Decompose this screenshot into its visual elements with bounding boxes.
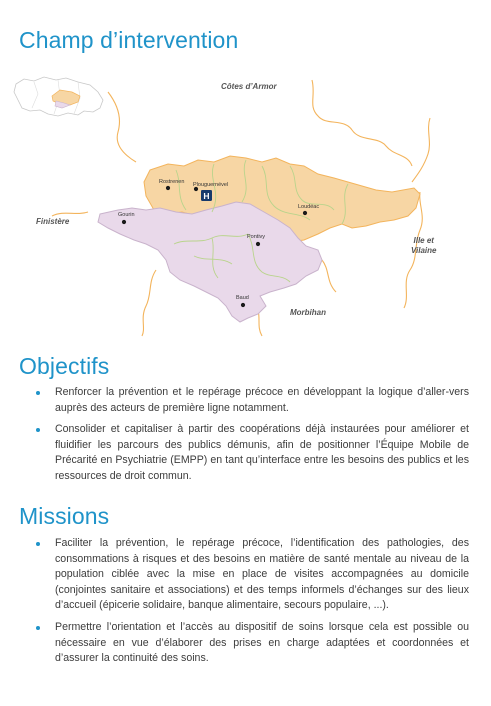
town-label-loudeac: Loudéac	[298, 204, 320, 210]
missions-title: Missions	[19, 503, 110, 529]
town-label-pontivy: Pontivy	[247, 234, 266, 240]
intervention-map	[0, 70, 491, 340]
objectifs-item-text: Consolider et capitaliser à partir des coopérations déjà instaurées pour améliorer et fluidifier les parcours des publics démunis, afin de positionner l’Équipe Mobile de Précarité en Psychiatrie (EMPP) en tant qu’interface entre les besoins des publics et les ressources de droit commun.	[55, 423, 469, 482]
gourin-marker	[122, 220, 126, 224]
map-label-ille-et-vilaine: Ille et Vilaine	[411, 236, 437, 255]
missions-item-text: Permettre l’orientation et l’accès au dispositif de soins lorsque cela est possible ou nécessaire en vue d’élaborer des prises en charge adaptées et coordonnées et d’assurer la continuité des soins.	[55, 620, 469, 665]
bullet-dot-icon	[36, 542, 40, 546]
hospital-icon-letter: H	[203, 191, 210, 201]
missions-list	[36, 536, 469, 673]
champ-intervention-title: Champ d’intervention	[19, 27, 239, 53]
loudeac-marker	[303, 211, 307, 215]
missions-item	[36, 620, 469, 667]
map-label-finistere: Finistère	[36, 217, 70, 226]
bullet-dot-icon	[36, 391, 40, 395]
town-label-gourin: Gourin	[118, 212, 135, 218]
town-label-baud: Baud	[236, 295, 249, 301]
objectifs-item	[36, 385, 469, 416]
rostrenen-marker	[166, 186, 170, 190]
hospital-icon	[201, 190, 212, 201]
bullet-dot-icon	[36, 626, 40, 630]
town-label-plouguernevel: Plouguernével	[193, 182, 229, 188]
objectifs-list	[36, 385, 469, 491]
missions-item-text: Faciliter la prévention, le repérage précoce, l’identification des pathologies, des consommations à risques et des besoins en matière de santé mentale au niveau de la population ciblée avec la mise en place de visites accompagnées au domicile (conjointes sanitaire et associations) et des temps informels d’échanges sur des lieux d’accueil (épicerie solidaire, banque alimentaire, secours populaire, ...).	[55, 537, 469, 612]
map-label-morbihan: Morbihan	[290, 308, 326, 317]
pontivy-marker	[256, 242, 260, 246]
inset-brittany-map	[14, 77, 103, 116]
missions-item	[36, 536, 469, 614]
baud-marker	[241, 303, 245, 307]
map-label-cotes-darmor: Côtes d’Armor	[221, 82, 277, 91]
objectifs-title: Objectifs	[19, 353, 110, 379]
objectifs-item	[36, 422, 469, 484]
objectifs-item-text: Renforcer la prévention et le repérage précoce en développant la logique d’aller-vers auprès des acteurs de première ligne notamment.	[55, 386, 469, 414]
bullet-dot-icon	[36, 428, 40, 432]
town-label-rostrenen: Rostrenen	[159, 179, 185, 185]
